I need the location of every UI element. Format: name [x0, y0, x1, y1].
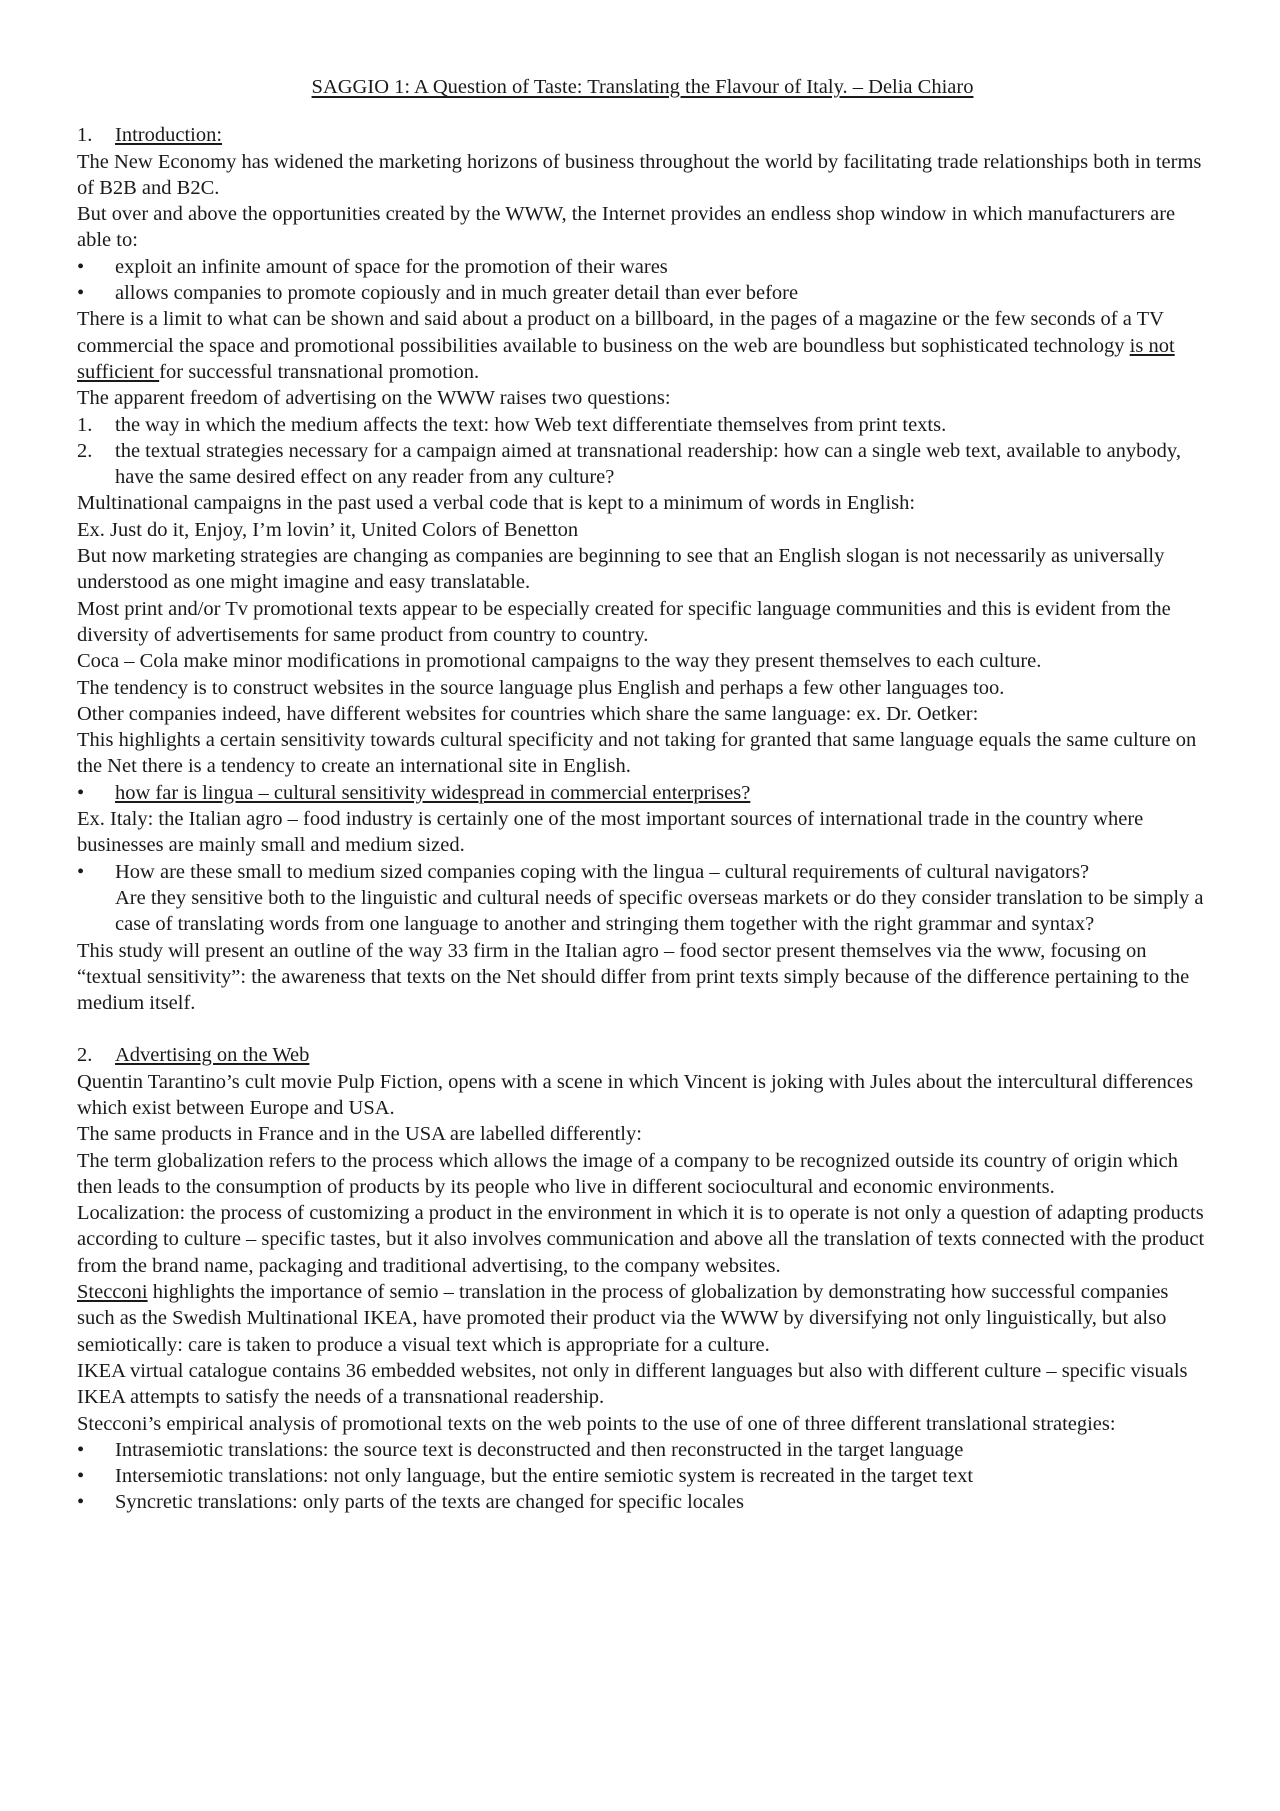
section-heading-advertising: 2. Advertising on the Web [77, 1044, 310, 1067]
paragraph: But now marketing strategies are changing as companies are beginning to see that an English slogan is not necessarily as universally understood as one might imagine and easy translatable. [77, 545, 1165, 594]
bullet-item: • Intersemiotic translations: not only language, but the entire semiotic system is recreated in the target text [77, 1465, 974, 1488]
paragraph: Coca – Cola make minor modifications in promotional campaigns to the way they present themselves to each culture. [77, 650, 1042, 673]
paragraph: Ex. Italy: the Italian agro – food industry is certainly one of the most important sources of international trade in the country where businesses are mainly small and medium sized. [77, 808, 1144, 857]
section-heading-introduction: 1. Introduction: [77, 124, 223, 147]
paragraph: The New Economy has widened the marketing horizons of business throughout the world by facilitating trade relationships both in terms of B2B and B2C. [77, 150, 1202, 199]
paragraph: Multinational campaigns in the past used a verbal code that is kept to a minimum of words in English: [77, 492, 916, 515]
paragraph: Ex. Just do it, Enjoy, I’m lovin’ it, United Colors of Benetton [77, 518, 579, 541]
paragraph: IKEA virtual catalogue contains 36 embedded websites, not only in different languages but also with different culture – specific visuals IKEA attempts to satisfy the needs of a transnational readership. [77, 1359, 1188, 1409]
bullet-item: • allows companies to promote copiously and in much greater detail than ever before [77, 282, 799, 305]
bullet-item: • how far is lingua – cultural sensitivity widespread in commercial enterprises? [77, 781, 751, 804]
paragraph: This study will present an outline of the way 33 firm in the Italian agro – food sector present themselves via the www, focusing on “textual sensitivity”: the awareness that texts on the Net should differ from print texts simply because of the difference pertaining to the medium itself. [77, 939, 1190, 1015]
paragraph: Stecconi highlights the importance of semio – translation in the process of globalization by demonstrating how successful companies such as the Swedish Multinational IKEA, have promoted their product via the WWW by diversifying not only linguistically, but also semiotically: care is taken to produce a visual text which is appropriate for a culture. [77, 1281, 1169, 1356]
paragraph: Stecconi’s empirical analysis of promotional texts on the web points to the use of one of three different translational strategies: [77, 1412, 1116, 1435]
paragraph: Other companies indeed, have different websites for countries which share the same language: ex. Dr. Oetker: [77, 702, 979, 725]
bullet-continuation: Are they sensitive both to the linguistic and cultural needs of specific overseas markets or do they consider translation to be simply a case of translating words from one language to another and stringing them together with the right grammar and syntax? [115, 886, 1204, 936]
document-title: SAGGIO 1: A Question of Taste: Translating the Flavour of Italy. – Delia Chiaro [311, 76, 974, 98]
bullet-item: • exploit an infinite amount of space for the promotion of their wares [77, 255, 668, 278]
paragraph: The term globalization refers to the process which allows the image of a company to be recognized outside its country of origin which then leads to the consumption of products by its people who live in different sociocultural and economic environments. [77, 1149, 1178, 1198]
paragraph: This highlights a certain sensitivity towards cultural specificity and not taking for granted that same language equals the same culture on the Net there is a tendency to create an international site in English. [77, 729, 1197, 778]
paragraph: Quentin Tarantino’s cult movie Pulp Fiction, opens with a scene in which Vincent is joking with Jules about the intercultural differences which exist between Europe and USA. [77, 1070, 1194, 1119]
paragraph: The tendency is to construct websites in the source language plus English and perhaps a few other languages too. [77, 676, 1005, 699]
bullet-item: • Syncretic translations: only parts of the texts are changed for specific locales [77, 1491, 745, 1514]
numbered-item: 1. the way in which the medium affects the text: how Web text differentiate themselves from print texts. [77, 413, 947, 436]
paragraph: There is a limit to what can be shown and said about a product on a billboard, in the pages of a magazine or the few seconds of a TV commercial the space and promotional possibilities available to business on the web are boundless but sophisticated technology is not sufficient for successful transnational promotion. [77, 308, 1175, 383]
paragraph: The apparent freedom of advertising on the WWW raises two questions: [77, 387, 671, 410]
paragraph: Most print and/or Tv promotional texts appear to be especially created for specific language communities and this is evident from the diversity of advertisements for same product from country to country. [77, 597, 1171, 646]
paragraph: But over and above the opportunities created by the WWW, the Internet provides an endless shop window in which manufacturers are able to: [77, 203, 1176, 252]
paragraph: The same products in France and in the USA are labelled differently: [77, 1123, 642, 1146]
bullet-item: • How are these small to medium sized companies coping with the lingua – cultural requirements of cultural navigators? [77, 860, 1090, 883]
numbered-item: 2. the textual strategies necessary for a campaign aimed at transnational readership: how can a single web text, available to anybody, have the same desired effect on any reader from any culture? [77, 439, 1181, 489]
paragraph: Localization: the process of customizing a product in the environment in which it is to operate is not only a question of adapting products according to culture – specific tastes, but it also involves communication and above all the translation of texts connected with the product from the brand name, packaging and traditional advertising, to the company websites. [77, 1202, 1205, 1277]
section-spacer [77, 1016, 1208, 1042]
bullet-item: • Intrasemiotic translations: the source text is deconstructed and then reconstructed in the target language [77, 1438, 964, 1461]
